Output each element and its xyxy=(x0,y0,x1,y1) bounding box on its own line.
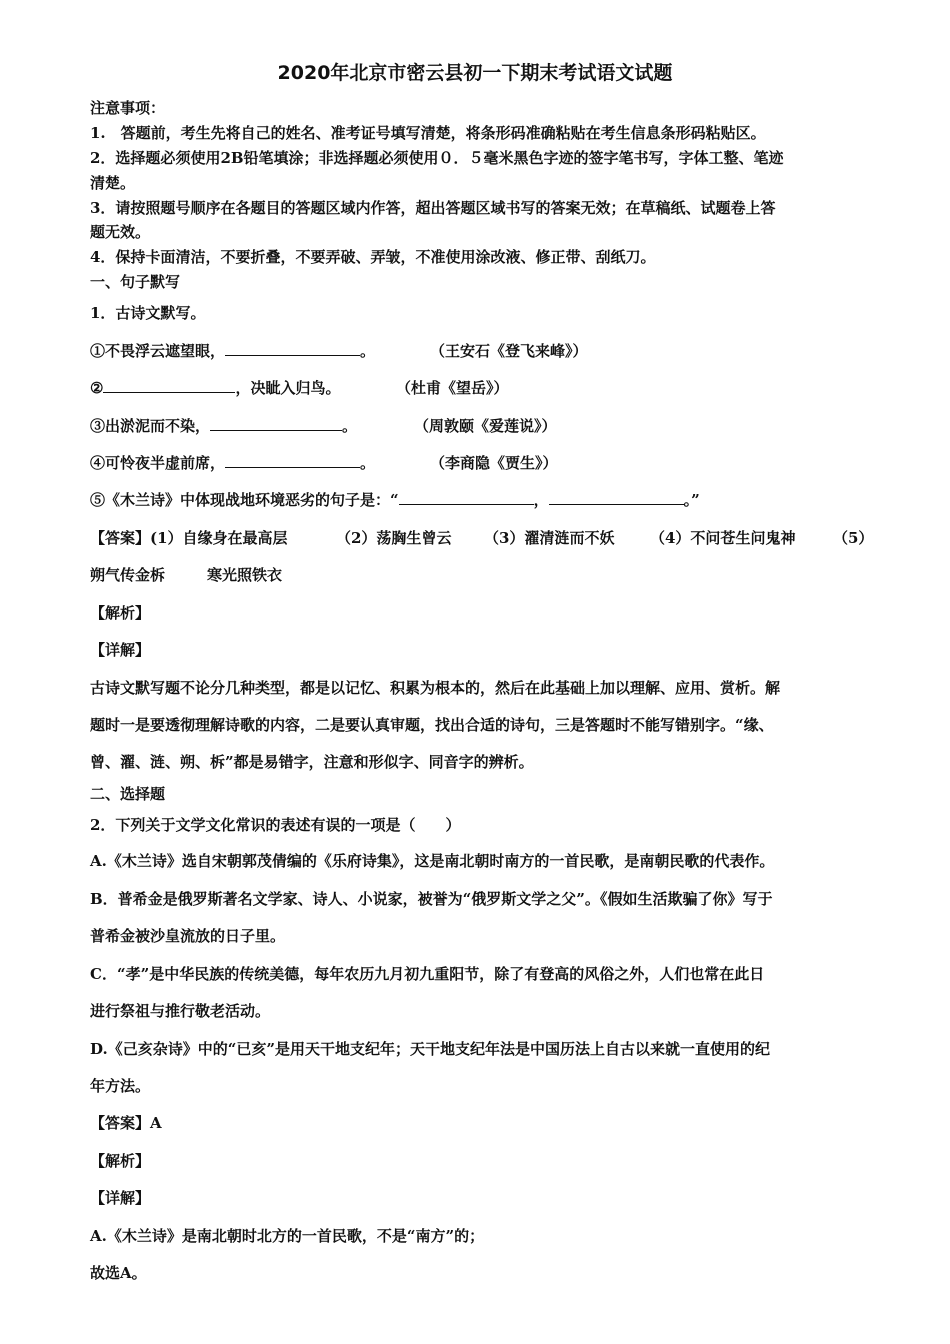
poem-line-1-prefix: ①不畏浮云遮望眼， xyxy=(90,342,226,360)
fill-blank-1[interactable] xyxy=(225,341,360,356)
poem-line-1 xyxy=(90,341,375,361)
fill-blank-4[interactable] xyxy=(225,453,360,468)
option-c-cont: 进行祭祖与推行敬老活动。 xyxy=(90,1002,271,1020)
poem-source-3: （周敦颐《爱莲说》） xyxy=(414,417,557,435)
poem-line-2-prefix: ② xyxy=(90,379,104,397)
poem-line-4-suffix: 。 xyxy=(360,454,376,472)
detail-text-1b: 题时一是要透彻理解诗歌的内容，二是要认真审题，找出合适的诗句，三是答题时不能写错别字。“缘、 xyxy=(90,716,774,734)
section-heading-1: 一、句子默写 xyxy=(90,273,181,291)
option-b-cont: 普希金被沙皇流放的日子里。 xyxy=(90,927,286,945)
poem-line-3-suffix: 。 xyxy=(342,417,358,435)
section-heading-2: 二、选择题 xyxy=(90,785,166,803)
fill-blank-5b[interactable] xyxy=(549,490,684,505)
answer-label: 【答案】 xyxy=(90,529,151,547)
notice-item-2: 2．选择题必须使用2B铅笔填涂；非选择题必须使用０．５毫米黑色字迹的签字笔书写，字体工整、笔迹 xyxy=(90,149,784,167)
option-d: D.《己亥杂诗》中的“已亥”是用天干地支纪年；天干地支纪年法是中国历法上自古以来就一直使用的纪 xyxy=(90,1040,770,1058)
poem-line-5-prefix: ⑤《木兰诗》中体现战地环境恶劣的句子是：“ xyxy=(90,491,399,509)
page-title: 2020年北京市密云县初一下期末考试语文试题 xyxy=(277,62,673,84)
notice-item-3: 3．请按照题号顺序在各题目的答题区域内作答，超出答题区域书写的答案无效；在草稿纸、试题卷上答 xyxy=(90,199,776,217)
poem-line-1-suffix: 。 xyxy=(360,342,376,360)
answer-item-1: (1）自缘身在最高层 xyxy=(150,529,288,547)
poem-source-2: （杜甫《望岳》） xyxy=(396,379,509,397)
poem-line-2 xyxy=(90,378,340,398)
question-2: 2．下列关于文学文化常识的表述有误的一项是（ ） xyxy=(90,816,461,834)
notice-heading: 注意事项： xyxy=(90,99,166,117)
question-1: 1．古诗文默写。 xyxy=(90,304,206,322)
answer-item-2: （2）荡胸生曾云 xyxy=(336,529,452,547)
analysis-label-1: 【解析】 xyxy=(90,604,151,622)
answer-item-4: （4）不问苍生问鬼神 xyxy=(650,529,796,547)
answer-2: 【答案】A xyxy=(90,1114,162,1132)
fill-blank-2[interactable] xyxy=(103,378,235,393)
detail-text-1a: 古诗文默写题不论分几种类型，都是以记忆、积累为根本的，然后在此基础上加以理解、应用、赏析。解 xyxy=(90,679,781,697)
answer-item-7: 寒光照铁衣 xyxy=(207,566,283,584)
detail-label-2: 【详解】 xyxy=(90,1189,151,1207)
poem-line-3 xyxy=(90,416,357,436)
option-d-cont: 年方法。 xyxy=(90,1077,151,1095)
poem-line-5-comma: ， xyxy=(533,491,549,509)
poem-line-2-suffix: ，决眦入归鸟。 xyxy=(235,379,341,397)
poem-line-5-suffix: 。” xyxy=(683,491,700,509)
detail-text-2: A.《木兰诗》是南北朝时北方的一首民歌，不是“南方”的； xyxy=(90,1227,485,1245)
poem-line-3-prefix: ③出淤泥而不染， xyxy=(90,417,211,435)
detail-text-1c: 曾、濯、涟、朔、柝”都是易错字，注意和形似字、同音字的辨析。 xyxy=(90,753,534,771)
analysis-label-2: 【解析】 xyxy=(90,1152,151,1170)
fill-blank-5a[interactable] xyxy=(399,490,534,505)
notice-item-3-cont: 题无效。 xyxy=(90,223,151,241)
fill-blank-3[interactable] xyxy=(210,416,342,431)
notice-item-4: 4．保持卡面清洁，不要折叠，不要弄破、弄皱，不准使用涂改液、修正带、刮纸刀。 xyxy=(90,248,656,266)
poem-line-4-prefix: ④可怜夜半虚前席， xyxy=(90,454,226,472)
conclusion-2: 故选A。 xyxy=(90,1264,147,1282)
notice-item-1: 1. 答题前，考生先将自己的姓名、准考证号填写清楚，将条形码准确粘贴在考生信息条形码粘贴区。 xyxy=(90,124,766,142)
option-c: C．“孝”是中华民族的传统美德，每年农历九月初九重阳节，除了有登高的风俗之外，人们也常在此日 xyxy=(90,965,765,983)
poem-line-4 xyxy=(90,453,375,473)
poem-source-1: （王安石《登飞来峰》） xyxy=(430,342,588,360)
detail-label-1: 【详解】 xyxy=(90,641,151,659)
poem-source-4: （李商隐《贾生》） xyxy=(430,454,558,472)
answer-item-3: （3）濯清涟而不妖 xyxy=(484,529,615,547)
notice-item-2-cont: 清楚。 xyxy=(90,174,136,192)
answer-line-1 xyxy=(90,528,288,548)
option-b: B．普希金是俄罗斯著名文学家、诗人、小说家，被誉为“俄罗斯文学之父”。《假如生活欺骗了你》写于 xyxy=(90,890,773,908)
answer-item-5: （5） xyxy=(833,529,874,547)
option-a: A.《木兰诗》选自宋朝郭茂倩编的《乐府诗集》，这是南北朝时南方的一首民歌，是南朝民歌的代表作。 xyxy=(90,852,775,870)
answer-item-6: 朔气传金柝 xyxy=(90,566,166,584)
poem-line-5 xyxy=(90,490,700,510)
